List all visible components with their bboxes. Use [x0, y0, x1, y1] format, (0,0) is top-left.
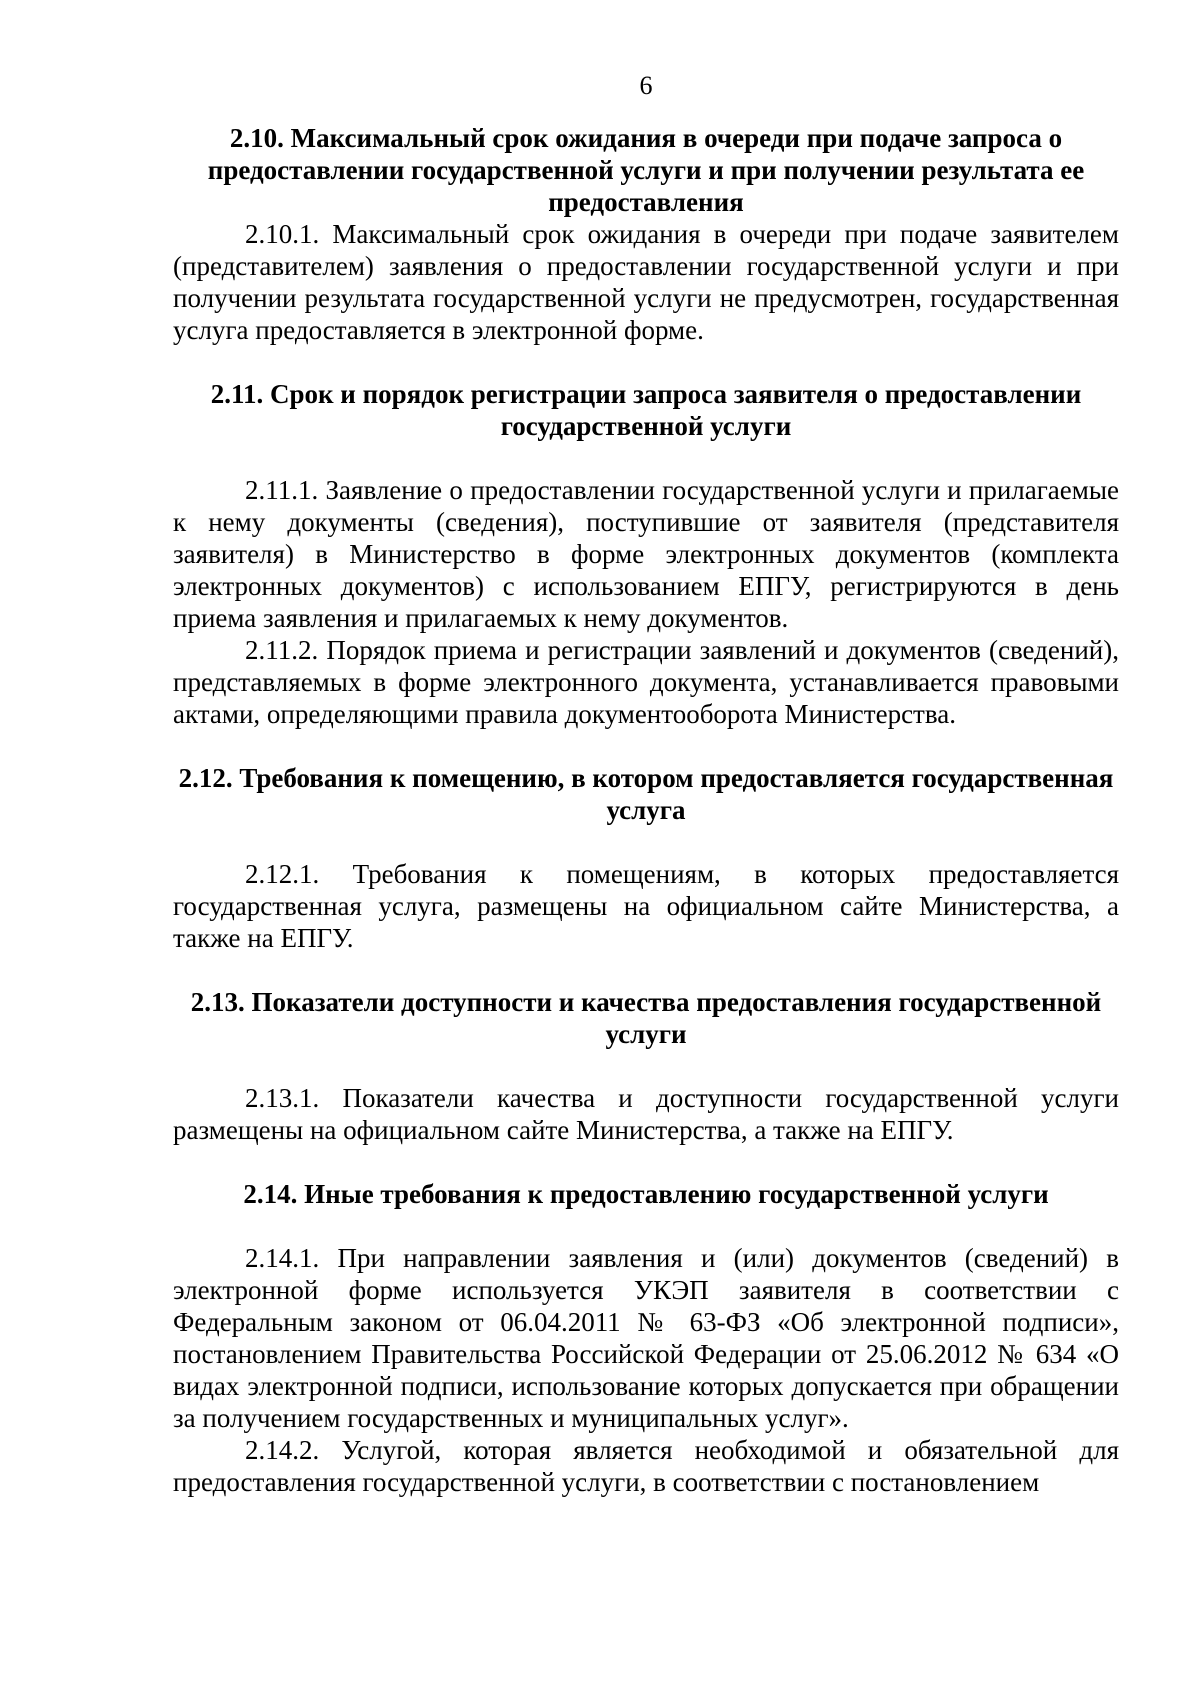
section-title: 2.13. Показатели доступности и качества предоставления государственной услуги [190, 987, 1102, 1049]
section-title: 2.11. Срок и порядок регистрации запроса заявителя о предоставлении государственной услуги [210, 379, 1082, 441]
paragraph: 2.11.2. Порядок приема и регистрации заявлений и документов (сведений), представляемых в форме электронного документа, устанавливается правовыми актами, определяющими правила документооборота Министерства. [173, 635, 1119, 729]
section-spacer [173, 730, 1119, 762]
section-title: 2.10. Максимальный срок ожидания в очереди при подаче запроса о предоставлении государственной услуги и при получении результата ее предоставления [207, 123, 1085, 217]
paragraph: 2.11.1. Заявление о предоставлении государственной услуги и прилагаемые к нему документы (сведения), поступившие от заявителя (представителя заявителя) в Министерство в форме электронных документов (комплекта электронных документов) с использованием ЕПГУ, регистрируются в день приема заявления и прилагаемых к нему документов. [173, 475, 1119, 633]
section-2-13 [173, 986, 1119, 1146]
document-page [173, 0, 1119, 1697]
paragraph: 2.14.2. Услугой, которая является необходимой и обязательной для предоставления государственной услуги, в соответствии с постановлением [173, 1435, 1119, 1497]
section-2-14 [173, 1178, 1119, 1498]
paragraph: 2.10.1. Максимальный срок ожидания в очереди при подаче заявителем (представителем) заявления о предоставлении государственной услуги и при получении результата государственной услуги не предусмотрен, государственная услуга предоставляется в электронной форме. [173, 219, 1119, 345]
section-2-10 [173, 122, 1119, 346]
paragraph: 2.14.1. При направлении заявления и (или) документов (сведений) в электронной форме используется УКЭП заявителя в соответствии с Федеральным законом от 06.04.2011 № 63-ФЗ «Об электронной подписи», постановлением Правительства Российской Федерации от 25.06.2012 № 634 «О видах электронной подписи, использование которых допускается при обращении за получением государственных и муниципальных услуг». [173, 1243, 1119, 1433]
section-spacer [173, 1146, 1119, 1178]
section-2-11 [173, 378, 1119, 730]
section-2-12 [173, 762, 1119, 954]
section-spacer [173, 954, 1119, 986]
section-title: 2.12. Требования к помещению, в котором предоставляется государственная услуга [178, 763, 1114, 825]
document-content [173, 122, 1119, 1498]
paragraph: 2.12.1. Требования к помещениям, в которых предоставляется государственная услуга, размещены на официальном сайте Министерства, а также на ЕПГУ. [173, 859, 1119, 953]
section-title: 2.14. Иные требования к предоставлению государственной услуги [243, 1179, 1049, 1209]
section-spacer [173, 346, 1119, 378]
page-number: 6 [639, 71, 653, 100]
paragraph: 2.13.1. Показатели качества и доступности государственной услуги размещены на официальном сайте Министерства, а также на ЕПГУ. [173, 1083, 1119, 1145]
